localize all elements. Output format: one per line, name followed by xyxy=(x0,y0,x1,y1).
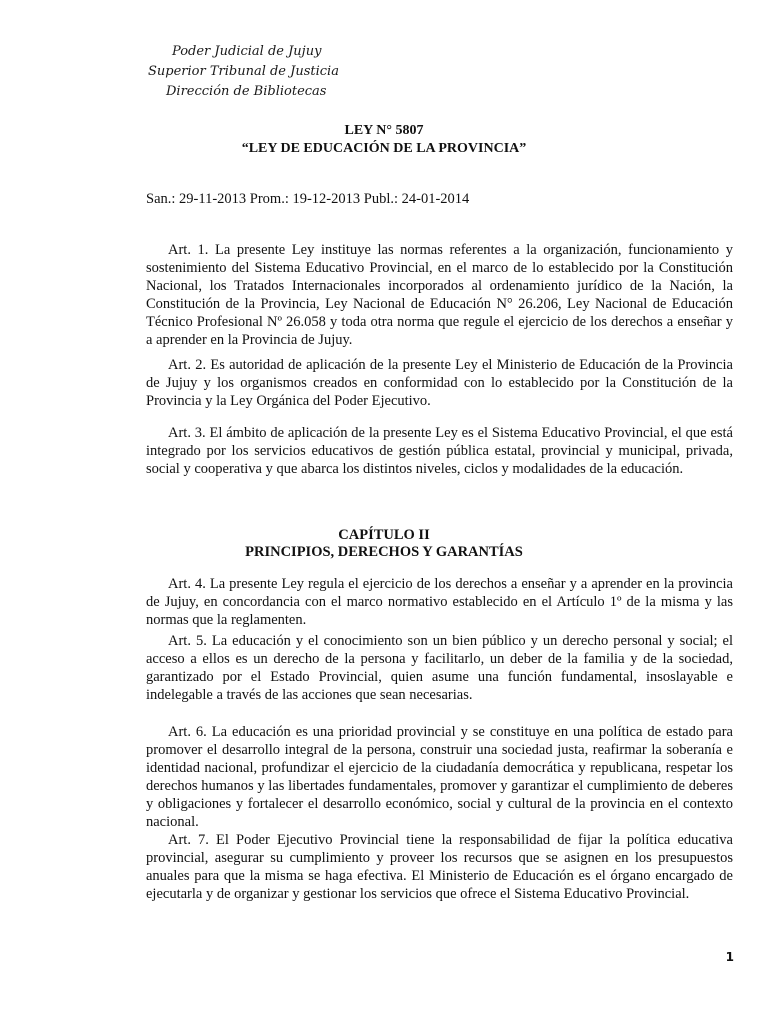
letterhead-library: Dirección de Bibliotecas xyxy=(166,84,327,99)
article-5: Art. 5. La educación y el conocimiento son un bien público y un derecho personal y social; el acceso a ellos es un derecho de la persona y facilitarlo, un deber de la familia y de la sociedad, garantizado por el Estado Provincial, quien asume una función fundamental, insoslayable e indelegable a través de las acciones que sean necesarias. xyxy=(146,633,733,704)
article-6: Art. 6. La educación es una prioridad provincial y se constituye en una política de estado para promover el desarrollo integral de la persona, construir una sociedad justa, reafirmar la soberanía e identidad nacional, profundizar el ejercicio de la ciudadanía democrática y republicana, respetar los derechos humanos y las libertades fundamentales, promover y garantizar el cumplimiento de deberes y obligaciones y fortalecer el desarrollo económico, social y cultural de la provincia en el contexto nacional. xyxy=(146,724,733,831)
article-3: Art. 3. El ámbito de aplicación de la presente Ley es el Sistema Educativo Provincial, el que está integrado por los servicios educativos de gestión pública estatal, provincial y municipal, privada, social y cooperativa y que abarca los distintos niveles, ciclos y modalidades de la educación. xyxy=(146,425,733,478)
law-number: LEY N° 5807 xyxy=(344,123,424,138)
chapter-number: CAPÍTULO II xyxy=(338,527,430,543)
law-title: “LEY DE EDUCACIÓN DE LA PROVINCIA” xyxy=(241,141,527,156)
article-2: Art. 2. Es autoridad de aplicación de la presente Ley el Ministerio de Educación de la Provincia de Jujuy y los organismos creados en conformidad con lo establecido por la Constitución de la Provincia y la Ley Orgánica del Poder Ejecutivo. xyxy=(146,357,733,410)
law-dates: San.: 29-11-2013 Prom.: 19-12-2013 Publ.: 24-01-2014 xyxy=(146,191,470,207)
letterhead-court: Poder Judicial de Jujuy xyxy=(172,44,322,59)
article-1: Art. 1. La presente Ley instituye las normas referentes a la organización, funcionamiento y sostenimiento del Sistema Educativo Provincial, en el marco de lo establecido por la Constitución Nacional, los Tratados Internacionales incorporados al ordenamiento jurídico de la Nación, la Constitución de la Provincia, Ley Nacional de Educación N° 26.206, Ley Nacional de Educación Técnico Profesional Nº 26.058 y toda otra norma que regule el ejercicio de los derechos a enseñar y a aprender en la Provincia de Jujuy. xyxy=(146,242,733,349)
letterhead xyxy=(146,42,339,102)
article-4: Art. 4. La presente Ley regula el ejercicio de los derechos a enseñar y a aprender en la provincia de Jujuy, en concordancia con el marco normativo establecido en el Artículo 1º de la misma y las normas que la reglamenten. xyxy=(146,576,733,629)
chapter-title: PRINCIPIOS, DERECHOS Y GARANTÍAS xyxy=(245,544,523,560)
page-number: 1 xyxy=(725,950,734,964)
letterhead-tribunal: Superior Tribunal de Justicia xyxy=(148,64,339,79)
article-7: Art. 7. El Poder Ejecutivo Provincial tiene la responsabilidad de fijar la política educativa provincial, asegurar su cumplimiento y proveer los recursos que se asignen en los presupuestos anuales para que la misma se haga efectiva. El Ministerio de Educación es el órgano encargado de ejecutarla y de organizar y gestionar los servicios que ofrece el Sistema Educativo Provincial. xyxy=(146,832,733,903)
